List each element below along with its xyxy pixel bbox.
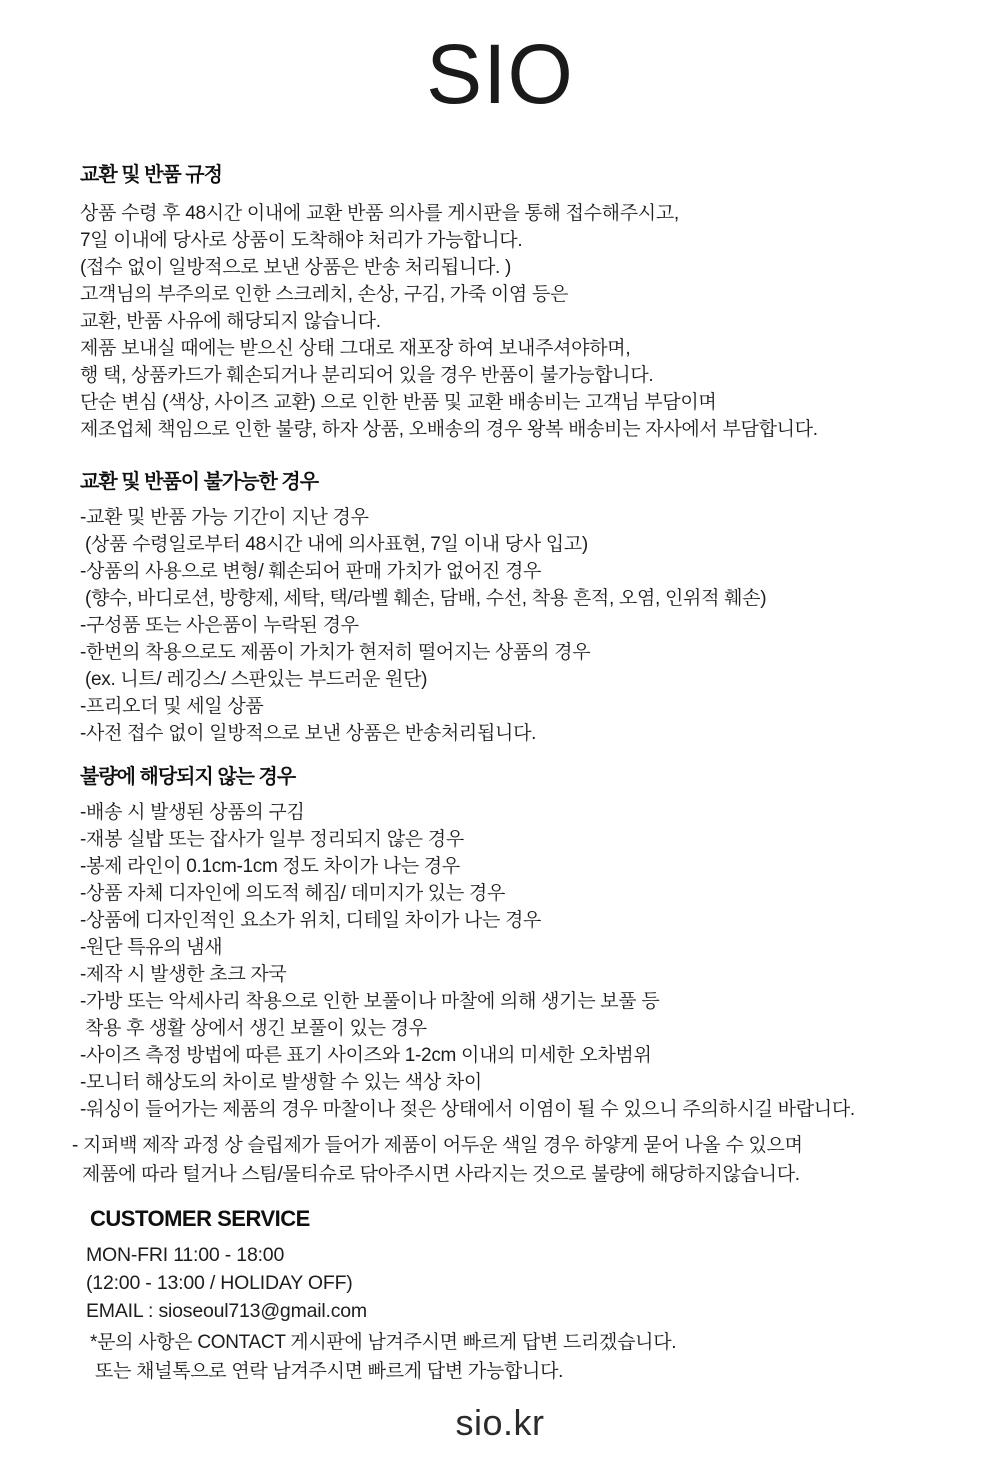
- text-line: 교환, 반품 사유에 해당되지 않습니다.: [80, 311, 381, 332]
- text-line: -워싱이 들어가는 제품의 경우 마찰이나 젖은 상태에서 이염이 될 수 있으니 주의하시길 바랍니다.: [80, 1099, 855, 1120]
- text-line: (12:00 - 13:00 / HOLIDAY OFF): [86, 1272, 353, 1294]
- text-line: EMAIL : sioseoul713@gmail.com: [86, 1300, 367, 1322]
- text-line: 착용 후 생활 상에서 생긴 보풀이 있는 경우: [80, 1018, 427, 1039]
- text-line: MON-FRI 11:00 - 18:00: [86, 1244, 285, 1266]
- text-line: -봉제 라인이 0.1cm-1cm 정도 차이가 나는 경우: [80, 856, 460, 877]
- brand-logo: SIO: [426, 27, 574, 121]
- text-line: -상품 자체 디자인에 의도적 헤짐/ 데미지가 있는 경우: [80, 883, 505, 904]
- zipper-bag-note: [72, 1131, 945, 1189]
- text-line: -배송 시 발생된 상품의 구김: [80, 802, 305, 823]
- text-line: 단순 변심 (색상, 사이즈 교환) 으로 인한 반품 및 교환 배송비는 고객님 부담이며: [80, 392, 717, 413]
- text-line: -가방 또는 악세사리 착용으로 인한 보풀이나 마찰에 의해 생기는 보풀 등: [80, 991, 660, 1012]
- text-line: 상품 수령 후 48시간 이내에 교환 반품 의사를 게시판을 통해 접수해주시고,: [80, 203, 679, 224]
- customer-service-heading: CUSTOMER SERVICE: [90, 1206, 310, 1231]
- not-defect-cases-body: [80, 799, 945, 1123]
- text-line: (향수, 바디로션, 방향제, 세탁, 택/라벨 훼손, 담배, 수선, 착용 흔적, 오염, 인위적 훼손): [80, 588, 767, 609]
- section-impossible-cases: [80, 469, 945, 747]
- text-line: (상품 수령일로부터 48시간 내에 의사표현, 7일 이내 당사 입고): [80, 534, 588, 555]
- text-line: (ex. 니트/ 레깅스/ 스판있는 부드러운 원단): [80, 669, 428, 690]
- text-line: -사이즈 측정 방법에 따른 표기 사이즈와 1-2cm 이내의 미세한 오차범위: [80, 1045, 652, 1066]
- text-line: -재봉 실밥 또는 잡사가 일부 정리되지 않은 경우: [80, 829, 464, 850]
- impossible-cases-body: [80, 504, 945, 747]
- exchange-policy-body: [80, 200, 945, 443]
- text-line: -상품에 디자인적인 요소가 위치, 디테일 차이가 나는 경우: [80, 910, 542, 931]
- text-line: -모니터 해상도의 차이로 발생할 수 있는 색상 차이: [80, 1072, 482, 1093]
- text-line: -프리오더 및 세일 상품: [80, 696, 264, 717]
- text-line: *문의 사항은 CONTACT 게시판에 남겨주시면 빠르게 답변 드리겠습니다.: [90, 1332, 677, 1353]
- text-line: -제작 시 발생한 초크 자국: [80, 964, 287, 985]
- text-line: -구성품 또는 사은품이 누락된 경우: [80, 615, 359, 636]
- not-defect-cases-heading: 불량에 해당되지 않는 경우: [80, 766, 296, 788]
- customer-service-info: [86, 1241, 945, 1325]
- text-line: 또는 채널톡으로 연락 남겨주시면 빠르게 답변 가능합니다.: [90, 1361, 564, 1382]
- section-not-defect-cases: [80, 764, 945, 1123]
- text-line: 제품에 따라 털거나 스팀/물티슈로 닦아주시면 사라지는 것으로 불량에 해당하지않습니다.: [72, 1164, 800, 1185]
- text-line: 제품 보내실 때에는 받으신 상태 그대로 재포장 하여 보내주셔야하며,: [80, 338, 631, 359]
- text-line: -한번의 착용으로도 제품이 가치가 현저히 떨어지는 상품의 경우: [80, 642, 591, 663]
- impossible-cases-heading: 교환 및 반품이 불가능한 경우: [80, 471, 319, 493]
- text-line: -상품의 사용으로 변형/ 훼손되어 판매 가치가 없어진 경우: [80, 561, 542, 582]
- section-exchange-policy: [80, 162, 945, 443]
- text-line: - 지퍼백 제작 과정 상 슬립제가 들어가 제품이 어두운 색일 경우 하얗게 묻어 나올 수 있으며: [72, 1135, 803, 1156]
- customer-service-notes: [90, 1328, 945, 1386]
- text-line: 고객님의 부주의로 인한 스크레치, 손상, 구김, 가죽 이염 등은: [80, 284, 569, 305]
- text-line: 행 택, 상품카드가 훼손되거나 분리되어 있을 경우 반품이 불가능합니다.: [80, 365, 654, 386]
- exchange-policy-heading: 교환 및 반품 규정: [80, 164, 222, 186]
- text-line: (접수 없이 일방적으로 보낸 상품은 반송 처리됩니다. ): [80, 257, 512, 278]
- section-customer-service: [80, 1205, 945, 1386]
- text-line: -원단 특유의 냄새: [80, 937, 223, 958]
- text-line: -사전 접수 없이 일방적으로 보낸 상품은 반송처리됩니다.: [80, 723, 537, 744]
- text-line: -교환 및 반품 가능 기간이 지난 경우: [80, 507, 369, 528]
- text-line: 제조업체 책임으로 인한 불량, 하자 상품, 오배송의 경우 왕복 배송비는 자사에서 부담합니다.: [80, 419, 818, 440]
- site-url: sio.kr: [455, 1402, 545, 1443]
- text-line: 7일 이내에 당사로 상품이 도착해야 처리가 가능합니다.: [80, 230, 523, 251]
